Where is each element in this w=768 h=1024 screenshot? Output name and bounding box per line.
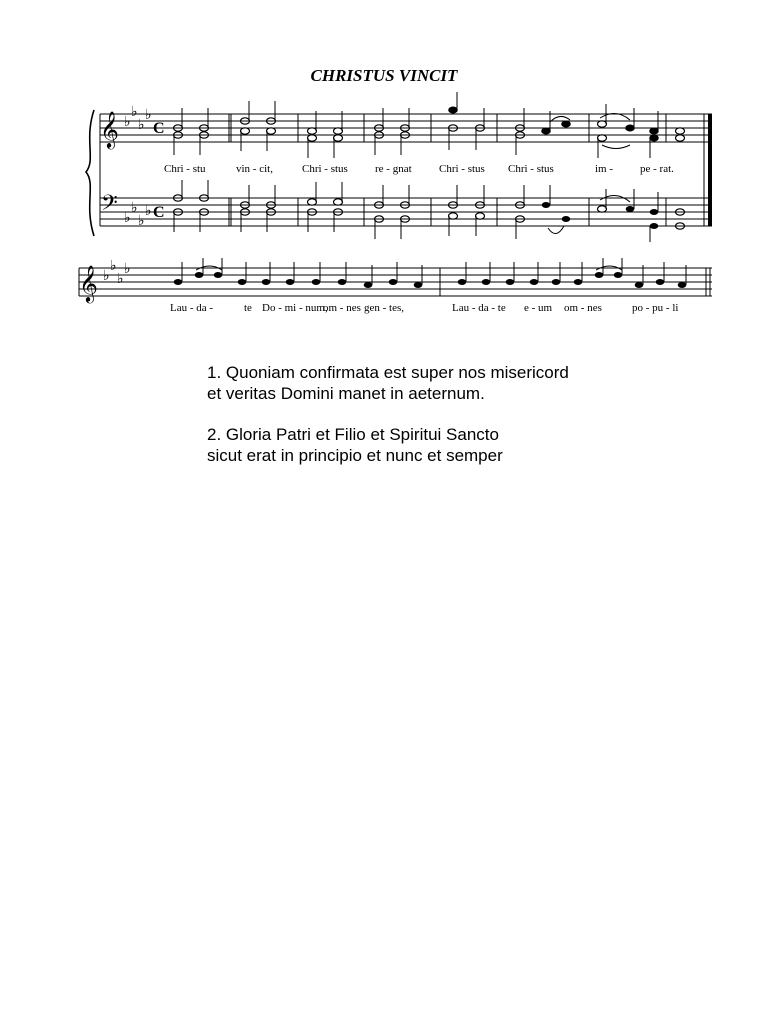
lyric-syllable: Chri - stu <box>164 163 206 175</box>
verse-line: 2. Gloria Patri et Filio et Spiritui Sancto <box>207 425 499 444</box>
verse-line: sicut erat in principio et nunc et semper <box>207 446 503 465</box>
lyric-syllable: Lau - da - <box>170 302 214 314</box>
time-signature: C <box>153 120 165 137</box>
system-brace <box>86 110 94 236</box>
time-signature: C <box>153 204 165 221</box>
svg-text:♭: ♭ <box>145 107 152 123</box>
lyric-syllable: Chri - stus <box>439 163 485 175</box>
bass-stems <box>174 180 658 242</box>
svg-text:♭: ♭ <box>145 203 152 219</box>
lyric-syllable: im - <box>595 163 614 175</box>
lyric-syllable: e - um <box>524 302 553 314</box>
melody-stems <box>182 258 686 285</box>
slur <box>600 195 630 202</box>
svg-text:♭: ♭ <box>124 210 131 226</box>
music-score <box>0 0 768 340</box>
verse-line: 1. Quoniam confirmata est super nos misericord <box>207 363 569 382</box>
lyric-syllable: Chri - stus <box>302 163 348 175</box>
system-1-lyrics <box>164 163 674 175</box>
svg-text:♭: ♭ <box>131 200 138 216</box>
lyric-syllable: te <box>244 302 252 314</box>
lyric-syllable: po - pu - li <box>632 302 679 314</box>
system-2-lyrics <box>170 302 678 314</box>
svg-text:♭: ♭ <box>124 261 131 277</box>
svg-text:♭: ♭ <box>138 117 145 133</box>
svg-text:♭: ♭ <box>110 258 117 274</box>
key-signature-treble <box>124 104 152 133</box>
svg-text:♭: ♭ <box>131 104 138 120</box>
verse-1 <box>207 362 707 404</box>
svg-text:♭: ♭ <box>124 114 131 130</box>
lyric-syllable: Chri - stus <box>508 163 554 175</box>
treble-filled-notes <box>449 107 659 141</box>
key-signature-treble <box>103 258 131 287</box>
svg-text:♭: ♭ <box>117 271 124 287</box>
slur <box>548 226 564 234</box>
lyric-syllable: re - gnat <box>375 163 412 175</box>
lyric-syllable: om - nes <box>323 302 361 314</box>
treble-clef-icon: 𝄞 <box>79 264 98 302</box>
lyric-syllable: vin - cit, <box>236 163 273 175</box>
lyric-syllable: om - nes <box>564 302 602 314</box>
verse-line: et veritas Domini manet in aeternum. <box>207 384 485 403</box>
melody-notes <box>174 272 687 288</box>
bass-clef-icon: 𝄢 <box>101 191 118 221</box>
key-signature-bass <box>124 200 152 229</box>
svg-text:♭: ♭ <box>103 268 110 284</box>
lyric-syllable: pe - rat. <box>640 163 674 175</box>
system-2 <box>79 258 712 303</box>
page-title: CHRISTUS VINCIT <box>310 66 458 85</box>
treble-stems <box>174 92 658 158</box>
slur <box>602 145 630 149</box>
verses <box>207 362 707 486</box>
lyric-syllable: Do - mi - num, <box>262 302 328 314</box>
lyric-syllable: Lau - da - te <box>452 302 506 314</box>
verse-2 <box>207 424 707 466</box>
treble-clef-icon: 𝄞 <box>100 110 119 148</box>
lyric-syllable: gen - tes, <box>364 302 405 314</box>
svg-text:♭: ♭ <box>138 213 145 229</box>
final-barline <box>708 114 712 226</box>
